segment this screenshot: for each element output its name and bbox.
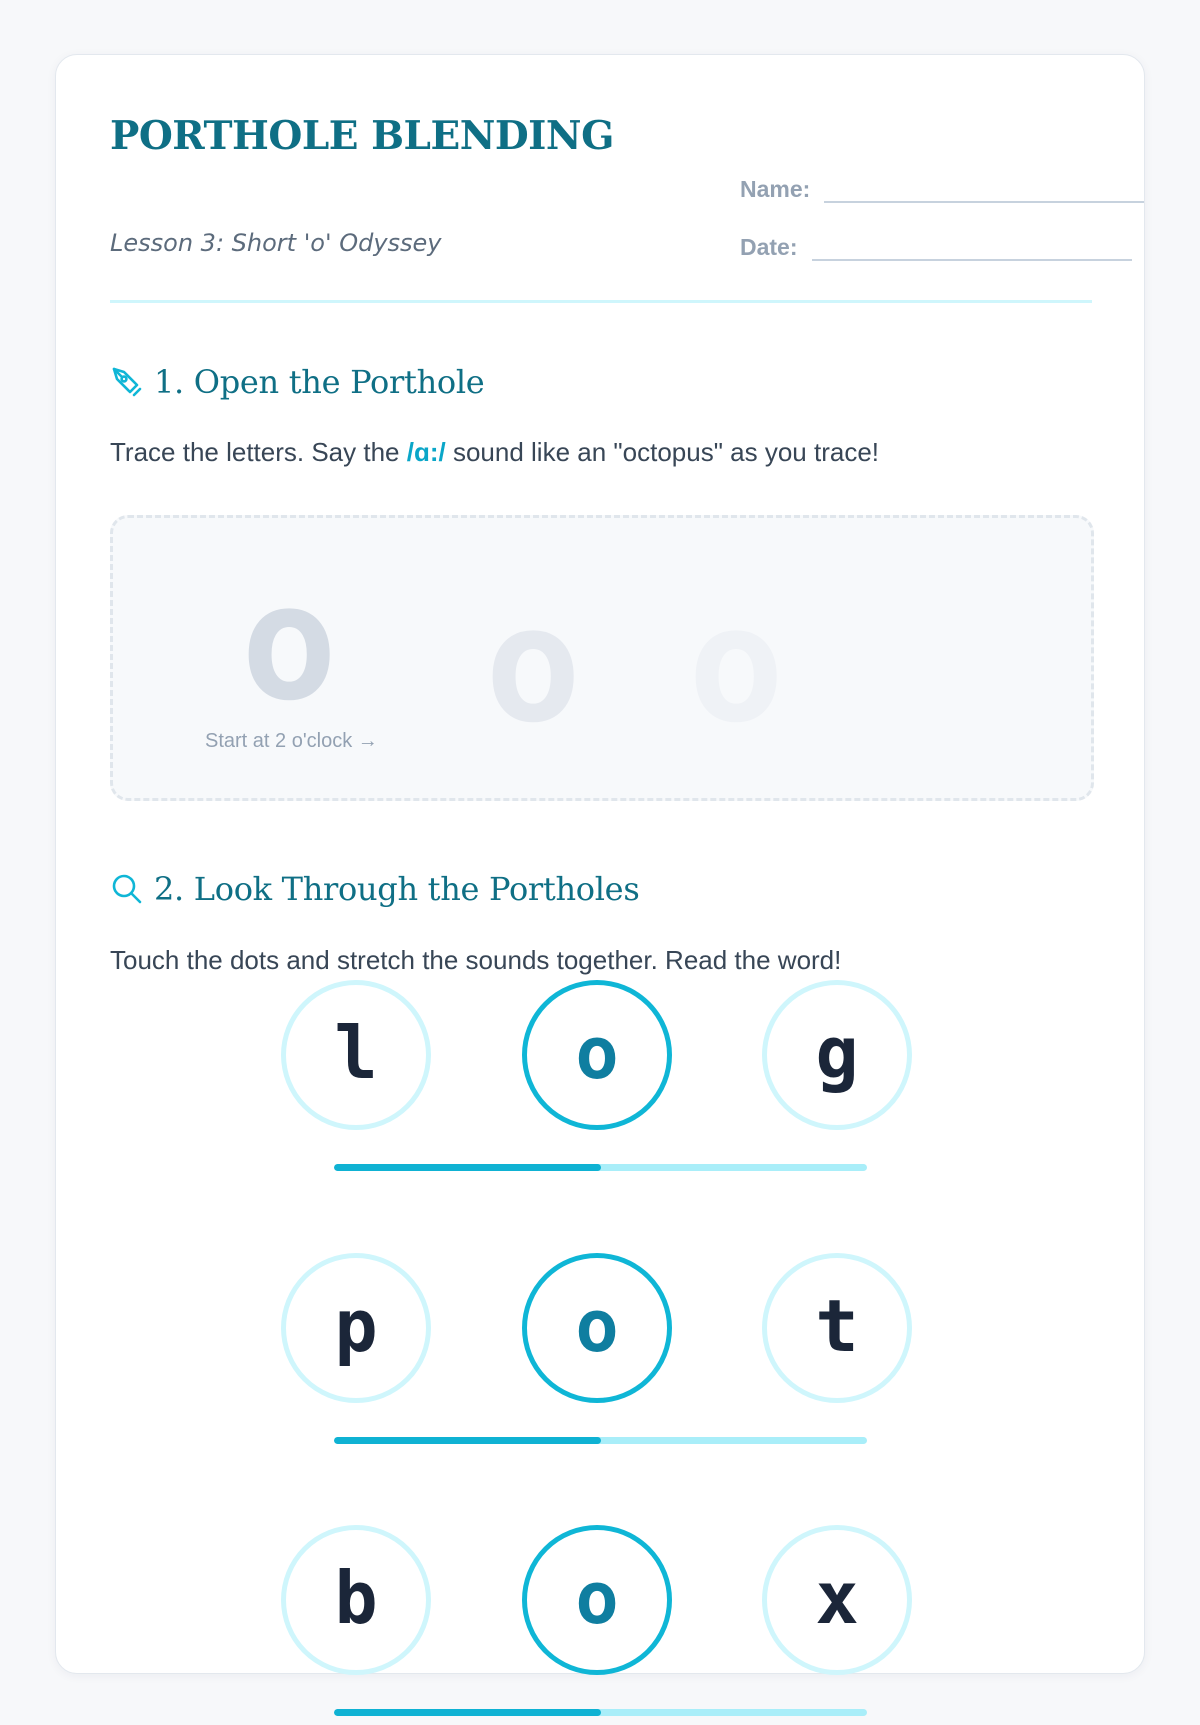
trace-letter-3[interactable]: o xyxy=(688,571,785,758)
section-trace-heading xyxy=(110,363,484,401)
name-write-line[interactable] xyxy=(824,173,1144,203)
porthole-consonant[interactable] xyxy=(762,1253,912,1403)
porthole-consonant[interactable] xyxy=(762,980,912,1130)
porthole-letter: g xyxy=(815,1011,859,1095)
worksheet-title: PORTHOLE BLENDING xyxy=(110,113,614,159)
trace-instruction-lead: Trace the letters. Say the xyxy=(110,437,407,467)
blend-progress-bar xyxy=(334,1709,867,1716)
trace-instruction-tail: sound like an "octopus" as you trace! xyxy=(445,437,879,467)
porthole-consonant[interactable] xyxy=(762,1525,912,1675)
porthole-letter: b xyxy=(334,1556,378,1640)
section-blend-title: 2. Look Through the Portholes xyxy=(154,870,640,908)
porthole-vowel[interactable] xyxy=(522,1253,672,1403)
porthole-letter: t xyxy=(815,1284,859,1368)
blend-progress-bar xyxy=(334,1164,867,1171)
date-label: Date: xyxy=(740,234,798,260)
porthole-letter: x xyxy=(815,1556,859,1640)
lesson-subtitle: Lesson 3: Short 'o' Odyssey xyxy=(110,229,442,257)
word-row xyxy=(0,1525,1200,1725)
trace-letter-2[interactable]: o xyxy=(485,571,582,758)
pen-nib-icon xyxy=(110,365,144,399)
porthole-letter: o xyxy=(575,1556,619,1640)
blend-progress-bar xyxy=(334,1437,867,1444)
section-trace-title: 1. Open the Porthole xyxy=(154,363,485,401)
blend-progress-fill xyxy=(334,1437,601,1444)
word-row xyxy=(0,1253,1200,1453)
trace-letter-1[interactable]: o xyxy=(241,549,338,736)
name-label: Name: xyxy=(740,176,811,202)
trace-area[interactable] xyxy=(110,515,1094,801)
blend-progress-fill xyxy=(334,1709,601,1716)
porthole-letter: p xyxy=(334,1284,378,1368)
porthole-vowel[interactable] xyxy=(522,1525,672,1675)
blend-progress-fill xyxy=(334,1164,601,1171)
word-row xyxy=(0,980,1200,1180)
section-blend-heading xyxy=(110,870,639,908)
date-write-line[interactable] xyxy=(812,231,1132,261)
porthole-consonant[interactable] xyxy=(281,1253,431,1403)
porthole-consonant[interactable] xyxy=(281,980,431,1130)
porthole-letter: o xyxy=(575,1011,619,1095)
worksheet-header xyxy=(110,111,1092,303)
porthole-vowel[interactable] xyxy=(522,980,672,1130)
date-field-row xyxy=(740,231,1132,261)
magnifier-icon xyxy=(110,872,144,906)
trace-instruction xyxy=(110,437,879,468)
porthole-consonant[interactable] xyxy=(281,1525,431,1675)
porthole-letter: o xyxy=(575,1284,619,1368)
blend-instruction: Touch the dots and stretch the sounds together. Read the word! xyxy=(110,945,842,975)
name-field-row xyxy=(740,173,1144,203)
porthole-letter: l xyxy=(334,1011,378,1095)
trace-start-hint: Start at 2 o'clock → xyxy=(205,730,378,752)
phoneme-label: /ɑ:/ xyxy=(406,437,446,467)
